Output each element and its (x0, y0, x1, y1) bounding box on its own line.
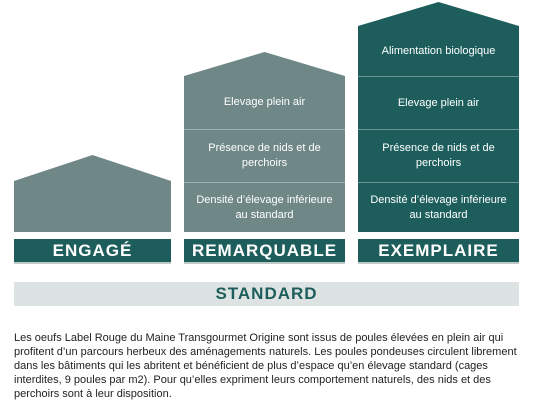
cell-exemplaire-densite: Densité d’élevage inférieure au standard (358, 182, 519, 232)
label-exemplaire: EXEMPLAIRE (358, 239, 519, 264)
label-engage: ENGAGÉ (14, 239, 171, 264)
cell-exemplaire-nids: Présence de nids et de perchoirs (358, 129, 519, 182)
label-remarquable: REMARQUABLE (184, 239, 345, 264)
cell-exemplaire-elevage: Elevage plein air (358, 76, 519, 129)
description-paragraph: Les oeufs Label Rouge du Maine Transgourmet Origine sont issus de poules élevées en plein air qui profitent d’un parcours herbeux des aménagements naturels. Les poules pondeuses circulent librement dans les bâtiments qui les abritent et bénéficient de plus d’espace qu’en élevage standard (cages interdites, 9 poules par m2). Pour qu’elles expriment leurs comportement naturels, des nids et des perchoirs sont à leur disposition. (14, 332, 517, 400)
standard-bar (14, 282, 519, 306)
roof-exemplaire (358, 2, 519, 26)
roof-remarquable (184, 52, 345, 76)
standard-label: STANDARD (215, 284, 318, 303)
cell-remarquable-nids: Présence de nids et de perchoirs (184, 129, 345, 182)
body-exemplaire (358, 26, 519, 232)
cell-exemplaire-alimentation: Alimentation biologique (381, 44, 496, 57)
house-engage (14, 155, 171, 232)
body-remarquable (184, 76, 345, 232)
cell-remarquable-densite: Densité d’élevage inférieure au standard (184, 182, 345, 232)
body-engage (14, 181, 171, 232)
roof-engage (14, 155, 171, 181)
house-exemplaire (358, 2, 519, 232)
house-remarquable (184, 52, 345, 232)
cell-remarquable-elevage: Elevage plein air (223, 96, 306, 108)
